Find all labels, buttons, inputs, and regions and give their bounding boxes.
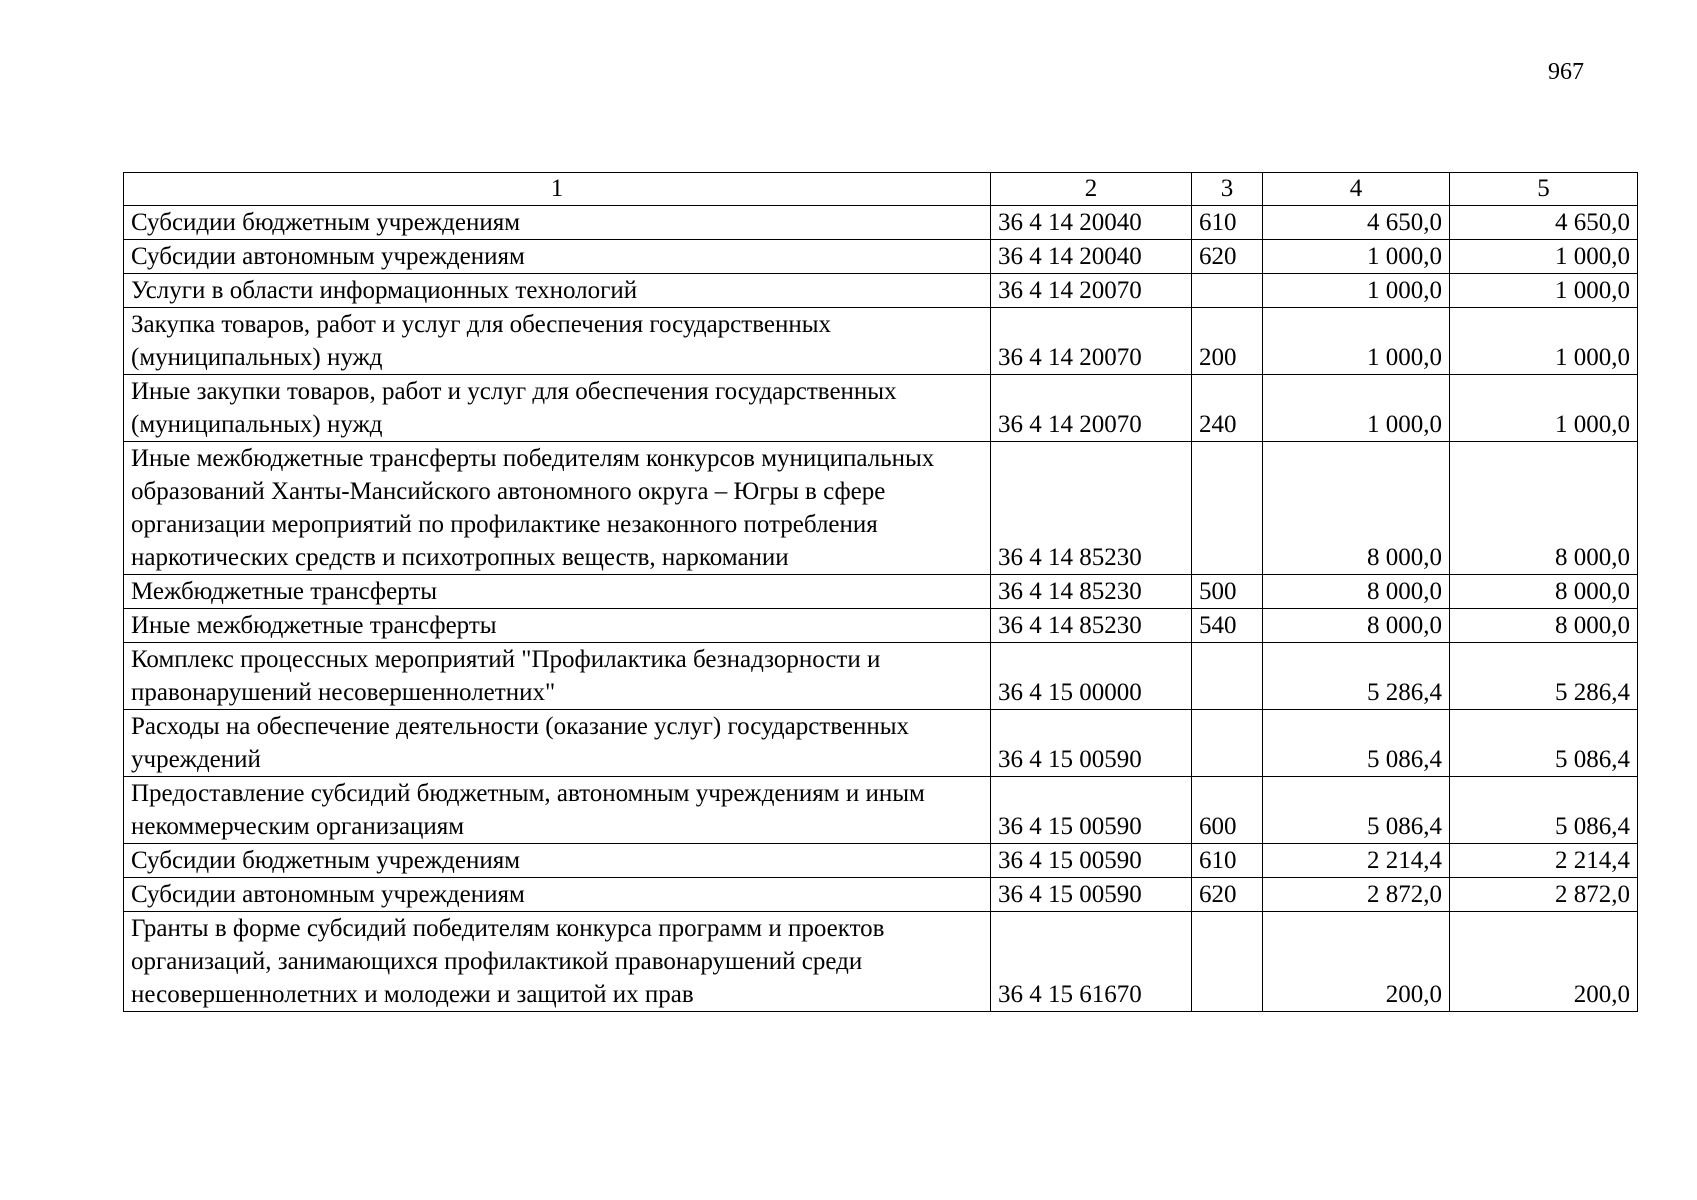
row-value-5: 1 000,0 xyxy=(1450,308,1638,375)
row-code: 36 4 14 20070 xyxy=(991,375,1192,442)
row-value-4: 2 214,4 xyxy=(1263,844,1450,878)
row-expense-type xyxy=(1192,912,1263,1012)
row-value-4: 5 286,4 xyxy=(1263,643,1450,710)
page-number: 967 xyxy=(1548,59,1584,85)
row-code: 36 4 15 00590 xyxy=(991,878,1192,912)
row-value-5: 2 872,0 xyxy=(1450,878,1638,912)
row-name: Субсидии бюджетным учреждениям xyxy=(124,206,991,240)
row-code: 36 4 14 85230 xyxy=(991,575,1192,609)
row-code: 36 4 14 85230 xyxy=(991,442,1192,575)
row-value-4: 1 000,0 xyxy=(1263,274,1450,308)
row-value-4: 8 000,0 xyxy=(1263,575,1450,609)
row-code: 36 4 15 00590 xyxy=(991,844,1192,878)
table-row xyxy=(124,878,1638,912)
row-expense-type: 200 xyxy=(1192,308,1263,375)
row-name: Гранты в форме субсидий победителям конкурса программ и проектов организаций, занимающихся профилактикой правонарушений среди несовершеннолетних и молодежи и защитой их прав xyxy=(124,912,991,1012)
row-value-5: 2 214,4 xyxy=(1450,844,1638,878)
table-row xyxy=(124,710,1638,777)
table-row xyxy=(124,442,1638,575)
row-value-5: 1 000,0 xyxy=(1450,375,1638,442)
row-value-5: 5 086,4 xyxy=(1450,777,1638,844)
row-name: Услуги в области информационных технологий xyxy=(124,274,991,308)
row-expense-type xyxy=(1192,274,1263,308)
row-code: 36 4 14 85230 xyxy=(991,609,1192,643)
table-row xyxy=(124,206,1638,240)
column-header-2: 2 xyxy=(991,173,1192,206)
table-row xyxy=(124,609,1638,643)
row-value-4: 5 086,4 xyxy=(1263,777,1450,844)
row-code: 36 4 15 00000 xyxy=(991,643,1192,710)
row-code: 36 4 15 61670 xyxy=(991,912,1192,1012)
table-row xyxy=(124,274,1638,308)
row-value-5: 8 000,0 xyxy=(1450,575,1638,609)
row-code: 36 4 14 20070 xyxy=(991,308,1192,375)
row-value-5: 8 000,0 xyxy=(1450,442,1638,575)
row-expense-type: 500 xyxy=(1192,575,1263,609)
table-row xyxy=(124,575,1638,609)
row-name: Иные межбюджетные трансферты победителям конкурсов муниципальных образований Ханты-Мансийского автономного округа – Югры в сфере организации мероприятий по профилактике незаконного потребления наркотических средств и психотропных веществ, наркомании xyxy=(124,442,991,575)
row-value-4: 8 000,0 xyxy=(1263,609,1450,643)
row-expense-type xyxy=(1192,442,1263,575)
row-code: 36 4 15 00590 xyxy=(991,710,1192,777)
row-name: Расходы на обеспечение деятельности (оказание услуг) государственных учреждений xyxy=(124,710,991,777)
column-header-5: 5 xyxy=(1450,173,1638,206)
row-value-5: 5 286,4 xyxy=(1450,643,1638,710)
row-value-5: 200,0 xyxy=(1450,912,1638,1012)
row-value-4: 4 650,0 xyxy=(1263,206,1450,240)
table-row xyxy=(124,844,1638,878)
row-value-5: 1 000,0 xyxy=(1450,240,1638,274)
row-name: Предоставление субсидий бюджетным, автономным учреждениям и иным некоммерческим организациям xyxy=(124,777,991,844)
table-row xyxy=(124,240,1638,274)
row-code: 36 4 14 20070 xyxy=(991,274,1192,308)
column-header-4: 4 xyxy=(1263,173,1450,206)
row-code: 36 4 14 20040 xyxy=(991,206,1192,240)
row-expense-type: 610 xyxy=(1192,844,1263,878)
row-expense-type: 600 xyxy=(1192,777,1263,844)
row-code: 36 4 15 00590 xyxy=(991,777,1192,844)
row-name: Комплекс процессных мероприятий "Профилактика безнадзорности и правонарушений несовершеннолетних" xyxy=(124,643,991,710)
row-expense-type: 620 xyxy=(1192,878,1263,912)
row-value-5: 4 650,0 xyxy=(1450,206,1638,240)
row-value-5: 5 086,4 xyxy=(1450,710,1638,777)
budget-table xyxy=(123,172,1638,1012)
row-name: Межбюджетные трансферты xyxy=(124,575,991,609)
row-expense-type: 620 xyxy=(1192,240,1263,274)
row-value-4: 200,0 xyxy=(1263,912,1450,1012)
column-header-1: 1 xyxy=(124,173,991,206)
row-expense-type: 610 xyxy=(1192,206,1263,240)
table-header-row xyxy=(124,173,1638,206)
row-name: Субсидии автономным учреждениям xyxy=(124,878,991,912)
row-expense-type: 540 xyxy=(1192,609,1263,643)
row-value-4: 1 000,0 xyxy=(1263,240,1450,274)
column-header-3: 3 xyxy=(1192,173,1263,206)
row-value-5: 1 000,0 xyxy=(1450,274,1638,308)
row-name: Иные межбюджетные трансферты xyxy=(124,609,991,643)
table-row xyxy=(124,777,1638,844)
row-value-4: 5 086,4 xyxy=(1263,710,1450,777)
row-name: Иные закупки товаров, работ и услуг для обеспечения государственных (муниципальных) нужд xyxy=(124,375,991,442)
row-name: Закупка товаров, работ и услуг для обеспечения государственных (муниципальных) нужд xyxy=(124,308,991,375)
row-value-4: 1 000,0 xyxy=(1263,375,1450,442)
row-expense-type xyxy=(1192,710,1263,777)
row-expense-type: 240 xyxy=(1192,375,1263,442)
row-value-4: 8 000,0 xyxy=(1263,442,1450,575)
table-row xyxy=(124,643,1638,710)
table-row xyxy=(124,912,1638,1012)
row-value-4: 2 872,0 xyxy=(1263,878,1450,912)
row-name: Субсидии автономным учреждениям xyxy=(124,240,991,274)
row-code: 36 4 14 20040 xyxy=(991,240,1192,274)
row-value-4: 1 000,0 xyxy=(1263,308,1450,375)
row-value-5: 8 000,0 xyxy=(1450,609,1638,643)
row-expense-type xyxy=(1192,643,1263,710)
table-row xyxy=(124,375,1638,442)
row-name: Субсидии бюджетным учреждениям xyxy=(124,844,991,878)
table-row xyxy=(124,308,1638,375)
